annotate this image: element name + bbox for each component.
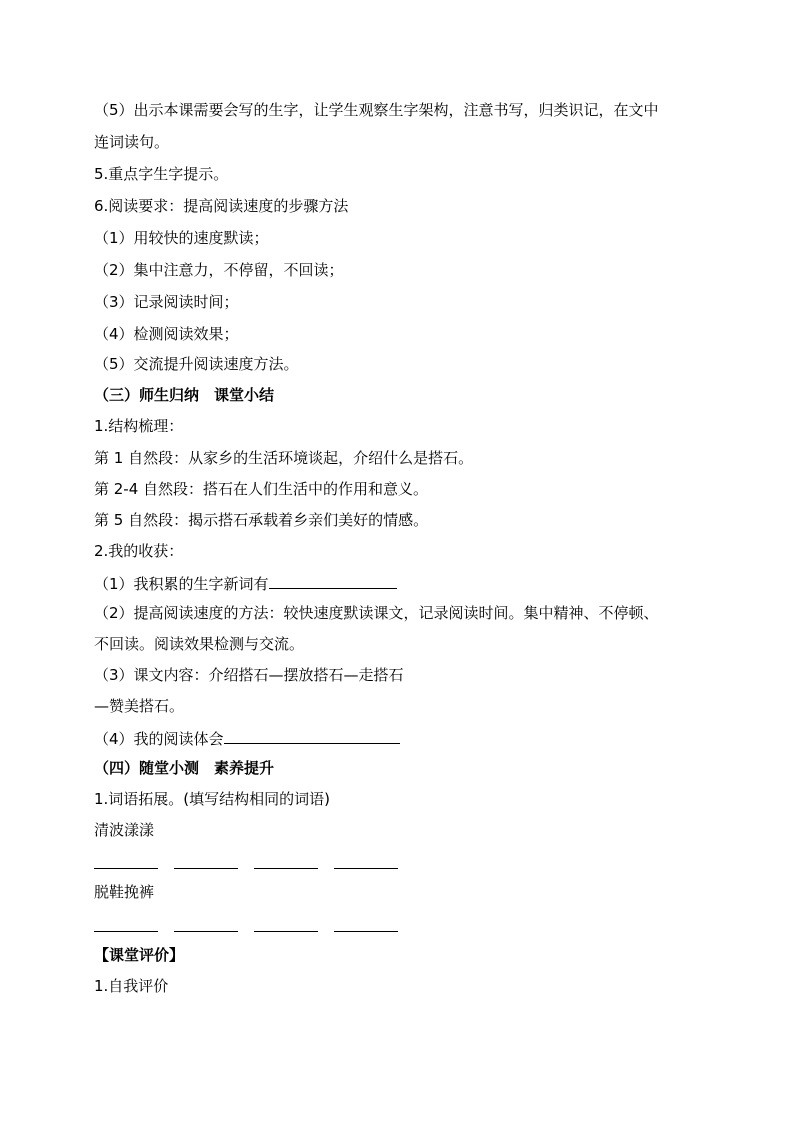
fill-in-prompt: （4）我的阅读体会 xyxy=(94,730,224,748)
answer-blank[interactable] xyxy=(254,848,318,869)
section-heading: （三）师生归纳 课堂小结 xyxy=(94,386,275,404)
section-heading: （四）随堂小测 素养提升 xyxy=(94,759,275,777)
answer-blank[interactable] xyxy=(94,848,158,869)
text-line: （5）交流提升阅读速度方法。 xyxy=(94,355,299,373)
answer-blank-row xyxy=(94,848,404,868)
fill-in-line xyxy=(94,727,400,749)
answer-blank[interactable] xyxy=(254,911,318,932)
answer-blank[interactable] xyxy=(269,572,397,589)
text-line: （4）检测阅读效果； xyxy=(94,325,239,343)
answer-blank[interactable] xyxy=(334,911,398,932)
answer-blank[interactable] xyxy=(334,848,398,869)
text-line: （1）用较快的速度默读； xyxy=(94,229,269,247)
answer-blank[interactable] xyxy=(174,848,238,869)
text-line: （3）课文内容：介绍搭石—摆放搭石—走搭石 xyxy=(94,666,404,684)
text-line: （5）出示本课需要会写的生字，让学生观察生字架构，注意书写，归类识记，在文中 xyxy=(94,101,659,119)
fill-in-prompt: （1）我积累的生字新词有 xyxy=(94,575,269,593)
text-line: 5.重点字生字提示。 xyxy=(94,165,229,183)
answer-blank[interactable] xyxy=(224,727,400,744)
text-line: 第 1 自然段：从家乡的生活环境谈起，介绍什么是搭石。 xyxy=(94,449,474,467)
text-line: 1.词语拓展。(填写结构相同的词语) xyxy=(94,790,331,808)
section-heading: 【课堂评价】 xyxy=(94,946,185,964)
answer-blank[interactable] xyxy=(174,911,238,932)
answer-blank-row xyxy=(94,911,404,931)
text-line: （3）记录阅读时间； xyxy=(94,293,239,311)
text-line: 第 5 自然段：揭示搭石承载着乡亲们美好的情感。 xyxy=(94,511,429,529)
fill-in-line xyxy=(94,572,397,594)
text-line: 不回读。阅读效果检测与交流。 xyxy=(94,635,305,653)
text-line: 连词读句。 xyxy=(94,133,170,151)
word-example: 脱鞋挽裤 xyxy=(94,883,155,901)
text-line: 6.阅读要求：提高阅读速度的步骤方法 xyxy=(94,197,349,215)
answer-blank[interactable] xyxy=(94,911,158,932)
text-line: （2）提高阅读速度的方法：较快速度默读课文，记录阅读时间。集中精神、不停顿、 xyxy=(94,604,659,622)
text-line: 1.自我评价 xyxy=(94,977,169,995)
text-line: —赞美搭石。 xyxy=(94,697,185,715)
text-line: （2）集中注意力，不停留，不回读； xyxy=(94,261,344,279)
word-example: 清波漾漾 xyxy=(94,821,155,839)
text-line: 第 2-4 自然段：搭石在人们生活中的作用和意义。 xyxy=(94,480,429,498)
text-line: 2.我的收获： xyxy=(94,542,184,560)
text-line: 1.结构梳理： xyxy=(94,417,184,435)
